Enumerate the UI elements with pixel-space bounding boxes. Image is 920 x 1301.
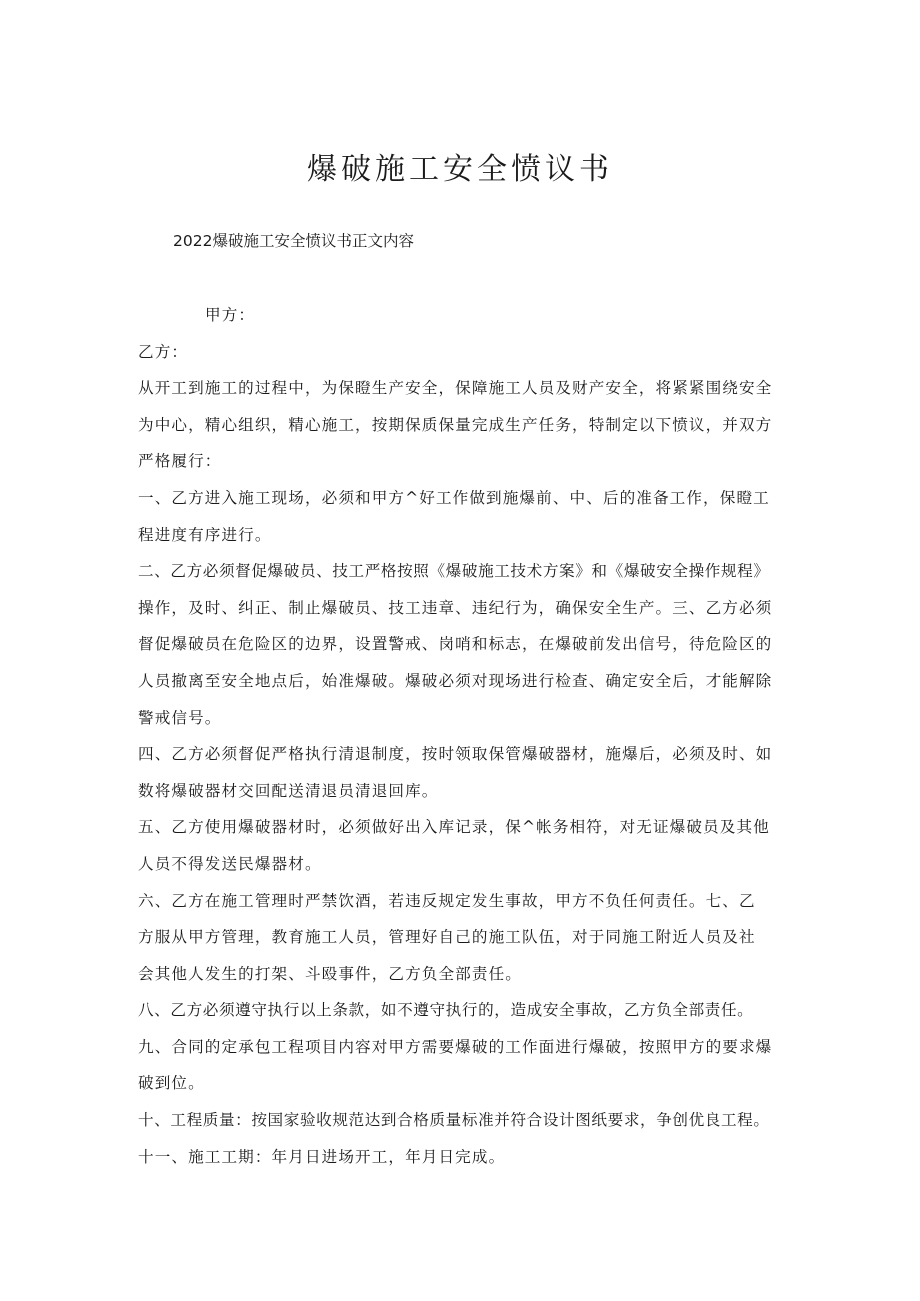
body-line: 操作，及时、纠正、制止爆破员、技工违章、违纪行为，确保安全生产。三、乙方必须 <box>138 598 773 617</box>
document-body <box>138 297 798 1175</box>
body-line: 人员撤离至安全地点后，始准爆破。爆破必须对现场进行检查、确定安全后，才能解除 <box>138 671 773 690</box>
body-line: 破到位。 <box>138 1074 205 1093</box>
body-line: 会其他人发生的打架、斗殴事件，乙方负全部责任。 <box>138 964 522 983</box>
body-line: 十一、施工工期：年月日进场开工，年月日完成。 <box>138 1147 506 1166</box>
body-line: 方服从甲方管理，教育施工人员，管理好自己的施工队伍，对于同施工附近人员及社 <box>138 928 756 947</box>
body-line: 数将爆破器材交回配送清退员清退回库。 <box>138 781 439 800</box>
body-line: 四、乙方必须督促严格执行清退制度，按时领取保管爆破器材，施爆后，必须及时、如 <box>138 745 773 764</box>
body-line: 程进度有序进行。 <box>138 525 272 544</box>
document-title: 爆破施工安全愤议书 <box>307 152 613 187</box>
party-a-line: 甲方： <box>205 306 256 324</box>
body-line: 八、乙方必须遵守执行以上条款，如不遵守执行的，造成安全事故，乙方负全部责任。 <box>138 1001 754 1020</box>
document-subtitle: 2022爆破施工安全愤议书正文内容 <box>173 232 414 250</box>
body-line: 一、乙方进入施工现场，必须和甲方^好工作做到施爆前、中、后的准备工作，保瞪工 <box>138 488 770 507</box>
body-line: 警戒信号。 <box>138 708 222 727</box>
party-b-line: 乙方： <box>138 342 189 361</box>
body-line: 十、工程质量：按国家验收规范达到合格质量标准并符合设计图纸要求，争创优良工程。 <box>138 1111 770 1130</box>
body-line: 九、合同的定承包工程项目内容对甲方需要爆破的工作面进行爆破，按照甲方的要求爆 <box>138 1037 773 1056</box>
body-line: 五、乙方使用爆破器材时，必须做好出入库记录，保^帐务相符，对无证爆破员及其他 <box>138 818 770 837</box>
body-line: 为中心，精心组织，精心施工，按期保质保量完成生产任务，特制定以下愤议，并双方 <box>138 415 773 434</box>
body-line: 从开工到施工的过程中，为保瞪生产安全，保障施工人员及财产安全，将紧紧围绕安全 <box>138 379 773 398</box>
body-line: 督促爆破员在危险区的边界，设置警戒、岗哨和标志，在爆破前发出信号，待危险区的 <box>138 635 773 654</box>
body-line: 二、乙方必须督促爆破员、技工严格按照《爆破施工技术方案》和《爆破安全操作规程》 <box>138 562 770 581</box>
body-line: 人员不得发送民爆器材。 <box>138 854 322 873</box>
body-line: 严格履行： <box>138 452 222 471</box>
body-line: 六、乙方在施工管理时严禁饮酒，若违反规定发生事故，甲方不负任何责任。七、乙 <box>138 891 756 910</box>
